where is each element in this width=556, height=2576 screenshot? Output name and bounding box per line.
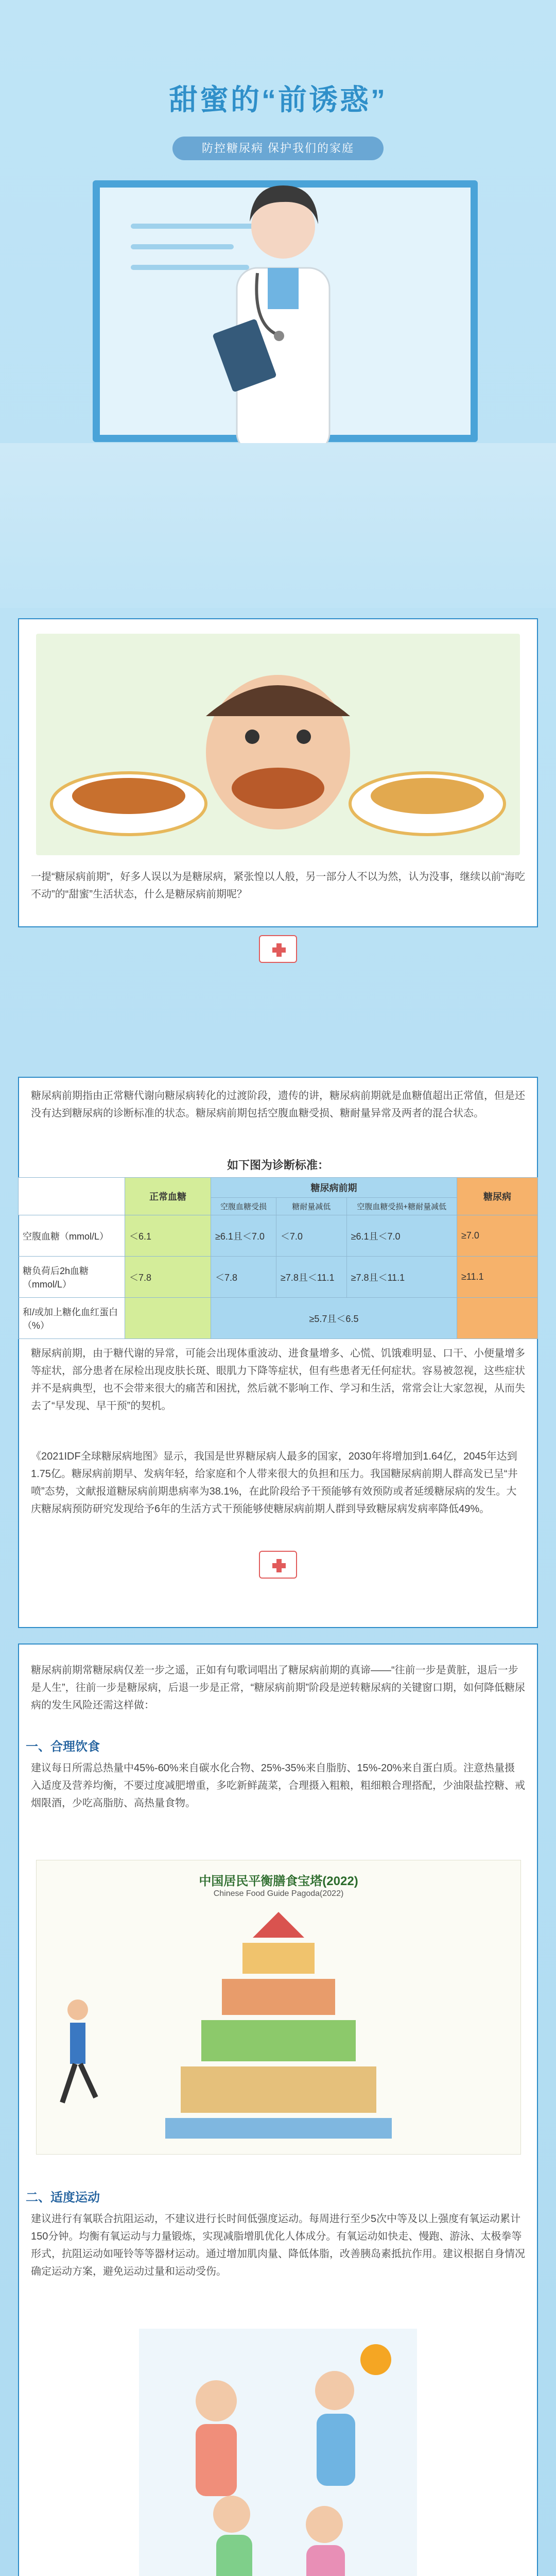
medical-plus-icon: [259, 1551, 297, 1579]
table-cell: ≥7.8且＜11.1: [346, 1257, 457, 1298]
idf-text: 《2021IDF全球糖尿病地图》显示，我国是世界糖尿病人最多的国家，2030年将增加到1.64亿，2045年达到1.75亿。糖尿病前期早、发病年轻，给家庭和个人带来很大的负担和压力。我国糖尿病前期人群高发已呈“井喷”态势，文献报道糖尿病前期患病率为38.1%，在此阶段给予干预能够有效预防或者延缓糖尿病的发生。大庆糖尿病预防研究发现给予6年的生活方式干预能够使糖尿病前期人群到导致糖尿病发病率降低49%。: [31, 1451, 518, 1515]
table-cell: ≥7.0: [457, 1215, 538, 1257]
ground-band: [0, 443, 556, 608]
table-title: 如下图为诊断标准：: [227, 1159, 329, 1172]
table-cell: ＜7.0: [276, 1215, 346, 1257]
sub-igt: 糖耐量减低: [276, 1198, 346, 1215]
table-cell: ≥6.1且＜7.0: [346, 1215, 457, 1257]
page-subtitle: 防控糖尿病 保护我们的家庭: [172, 137, 384, 160]
table-cell: ≥7.8且＜11.1: [276, 1257, 346, 1298]
row-label: 和/或加上糖化血红蛋白（%）: [19, 1298, 125, 1339]
page-title: 甜蜜的“前诱惑”: [169, 83, 387, 116]
symptom-text: 糖尿病前期，由于糖代谢的异常，可能会出现体重波动、进食量增多、心慌、饥饿难明显、口干、小便量增多等症状，部分患者在尿检出现皮肤长斑、眼肌力下降等症状，但有些患者无任何症状。容易被忽视，这些症状并不是病典型，也不会带来很大的痛苦和困扰，然后就不影响工作、学习和生活，常常会让大家忽视，从而失去了“早发现、早干预”的契机。: [31, 1348, 525, 1412]
pagoda-subtitle: Chinese Food Guide Pagoda(2022): [213, 1889, 344, 1898]
eating-man-illustration: [36, 634, 520, 855]
table-cell: ≥5.7且＜6.5: [211, 1298, 457, 1339]
row-label: 糖负荷后2h血糖（mmol/L）: [19, 1257, 125, 1298]
table-cell: [457, 1298, 538, 1339]
table-cell: ≥11.1: [457, 1257, 538, 1298]
sub-ifg: 空腹血糖受损: [211, 1198, 276, 1215]
diagnosis-table: [18, 1177, 538, 1339]
intro-text: 一提“糖尿病前期”，好多人误以为是糖尿病，紧张惶以人般，另一部分人不以为然，认为没事，继续以前“海吃不动”的“甜蜜”生活状态，什么是糖尿病前期呢？: [31, 871, 525, 900]
section-exercise-text: 建议进行有氧联合抗阻运动，不建议进行长时间低强度运动。每周进行至少5次中等及以上强度有氧运动累计150分钟。均衡有氧运动与力量锻炼，实现减脂增肌优化人体成分。有氧运动如快走、慢跑、游泳、太极拳等形式，抗阻运动如哑铃等等器材运动。通过增加肌肉量、降低体脂，改善胰岛素抵抗作用。建议根据自身情况确定运动方案，避免运动过量和运动受伤。: [31, 2213, 525, 2277]
sub-mixed: 空腹血糖受损+糖耐量减低: [346, 1198, 457, 1215]
table-cell: ＜7.8: [125, 1257, 211, 1298]
table-cell: ≥6.1且＜7.0: [211, 1215, 276, 1257]
col-normal: 正常血糖: [125, 1178, 211, 1215]
runner-icon: [47, 1994, 109, 2118]
table-cell: ＜6.1: [125, 1215, 211, 1257]
food-pagoda-illustration: [36, 1860, 521, 2155]
table-cell: ＜7.8: [211, 1257, 276, 1298]
doctor-illustration: [190, 170, 376, 459]
section-diet-text: 建议每日所需总热量中45%-60%来自碳水化合物、25%-35%来自脂肪、15%-20%来自蛋白质。注意热量摄入适度及营养均衡，不要过度减肥增重，多吃新鲜蔬菜，合理摄入粗粮，粗细粮合理搭配，少油限盐控糖、戒烟限酒，少吃高脂肪、高热量食物。: [31, 1762, 525, 1809]
medical-plus-icon: [259, 935, 297, 963]
prevention-intro: 糖尿病前期常糖尿病仅差一步之遥，正如有句歌词唱出了糖尿病前期的真谛——“往前一步是黄脏，退后一步是人生”，往前一步是糖尿病，后退一步是正常，“糖尿病前期”阶段是逆转糖尿病的关键窗口期，如何降低糖尿病的发生风险还需这样做：: [31, 1665, 525, 1711]
row-label: 空腹血糖（mmol/L）: [19, 1215, 125, 1257]
col-diabetes: 糖尿病: [457, 1178, 538, 1215]
exercise-illustration: [139, 2329, 417, 2576]
section-diet-title: 一、合理饮食: [26, 1740, 100, 1754]
table-corner: [19, 1178, 125, 1215]
table-cell: [125, 1298, 211, 1339]
section-exercise-title: 二、适度运动: [26, 2191, 100, 2205]
definition-text: 糖尿病前期指由正常糖代谢向糖尿病转化的过渡阶段，遗传的讲，糖尿病前期就是血糖值超出正常值，但是还没有达到糖尿病的诊断标准的状态。糖尿病前期包括空腹血糖受损、糖耐量异常及两者的混合状态。: [31, 1090, 525, 1119]
col-pre: 糖尿病前期: [211, 1178, 457, 1198]
pagoda-title: 中国居民平衡膳食宝塔(2022): [199, 1874, 358, 1888]
